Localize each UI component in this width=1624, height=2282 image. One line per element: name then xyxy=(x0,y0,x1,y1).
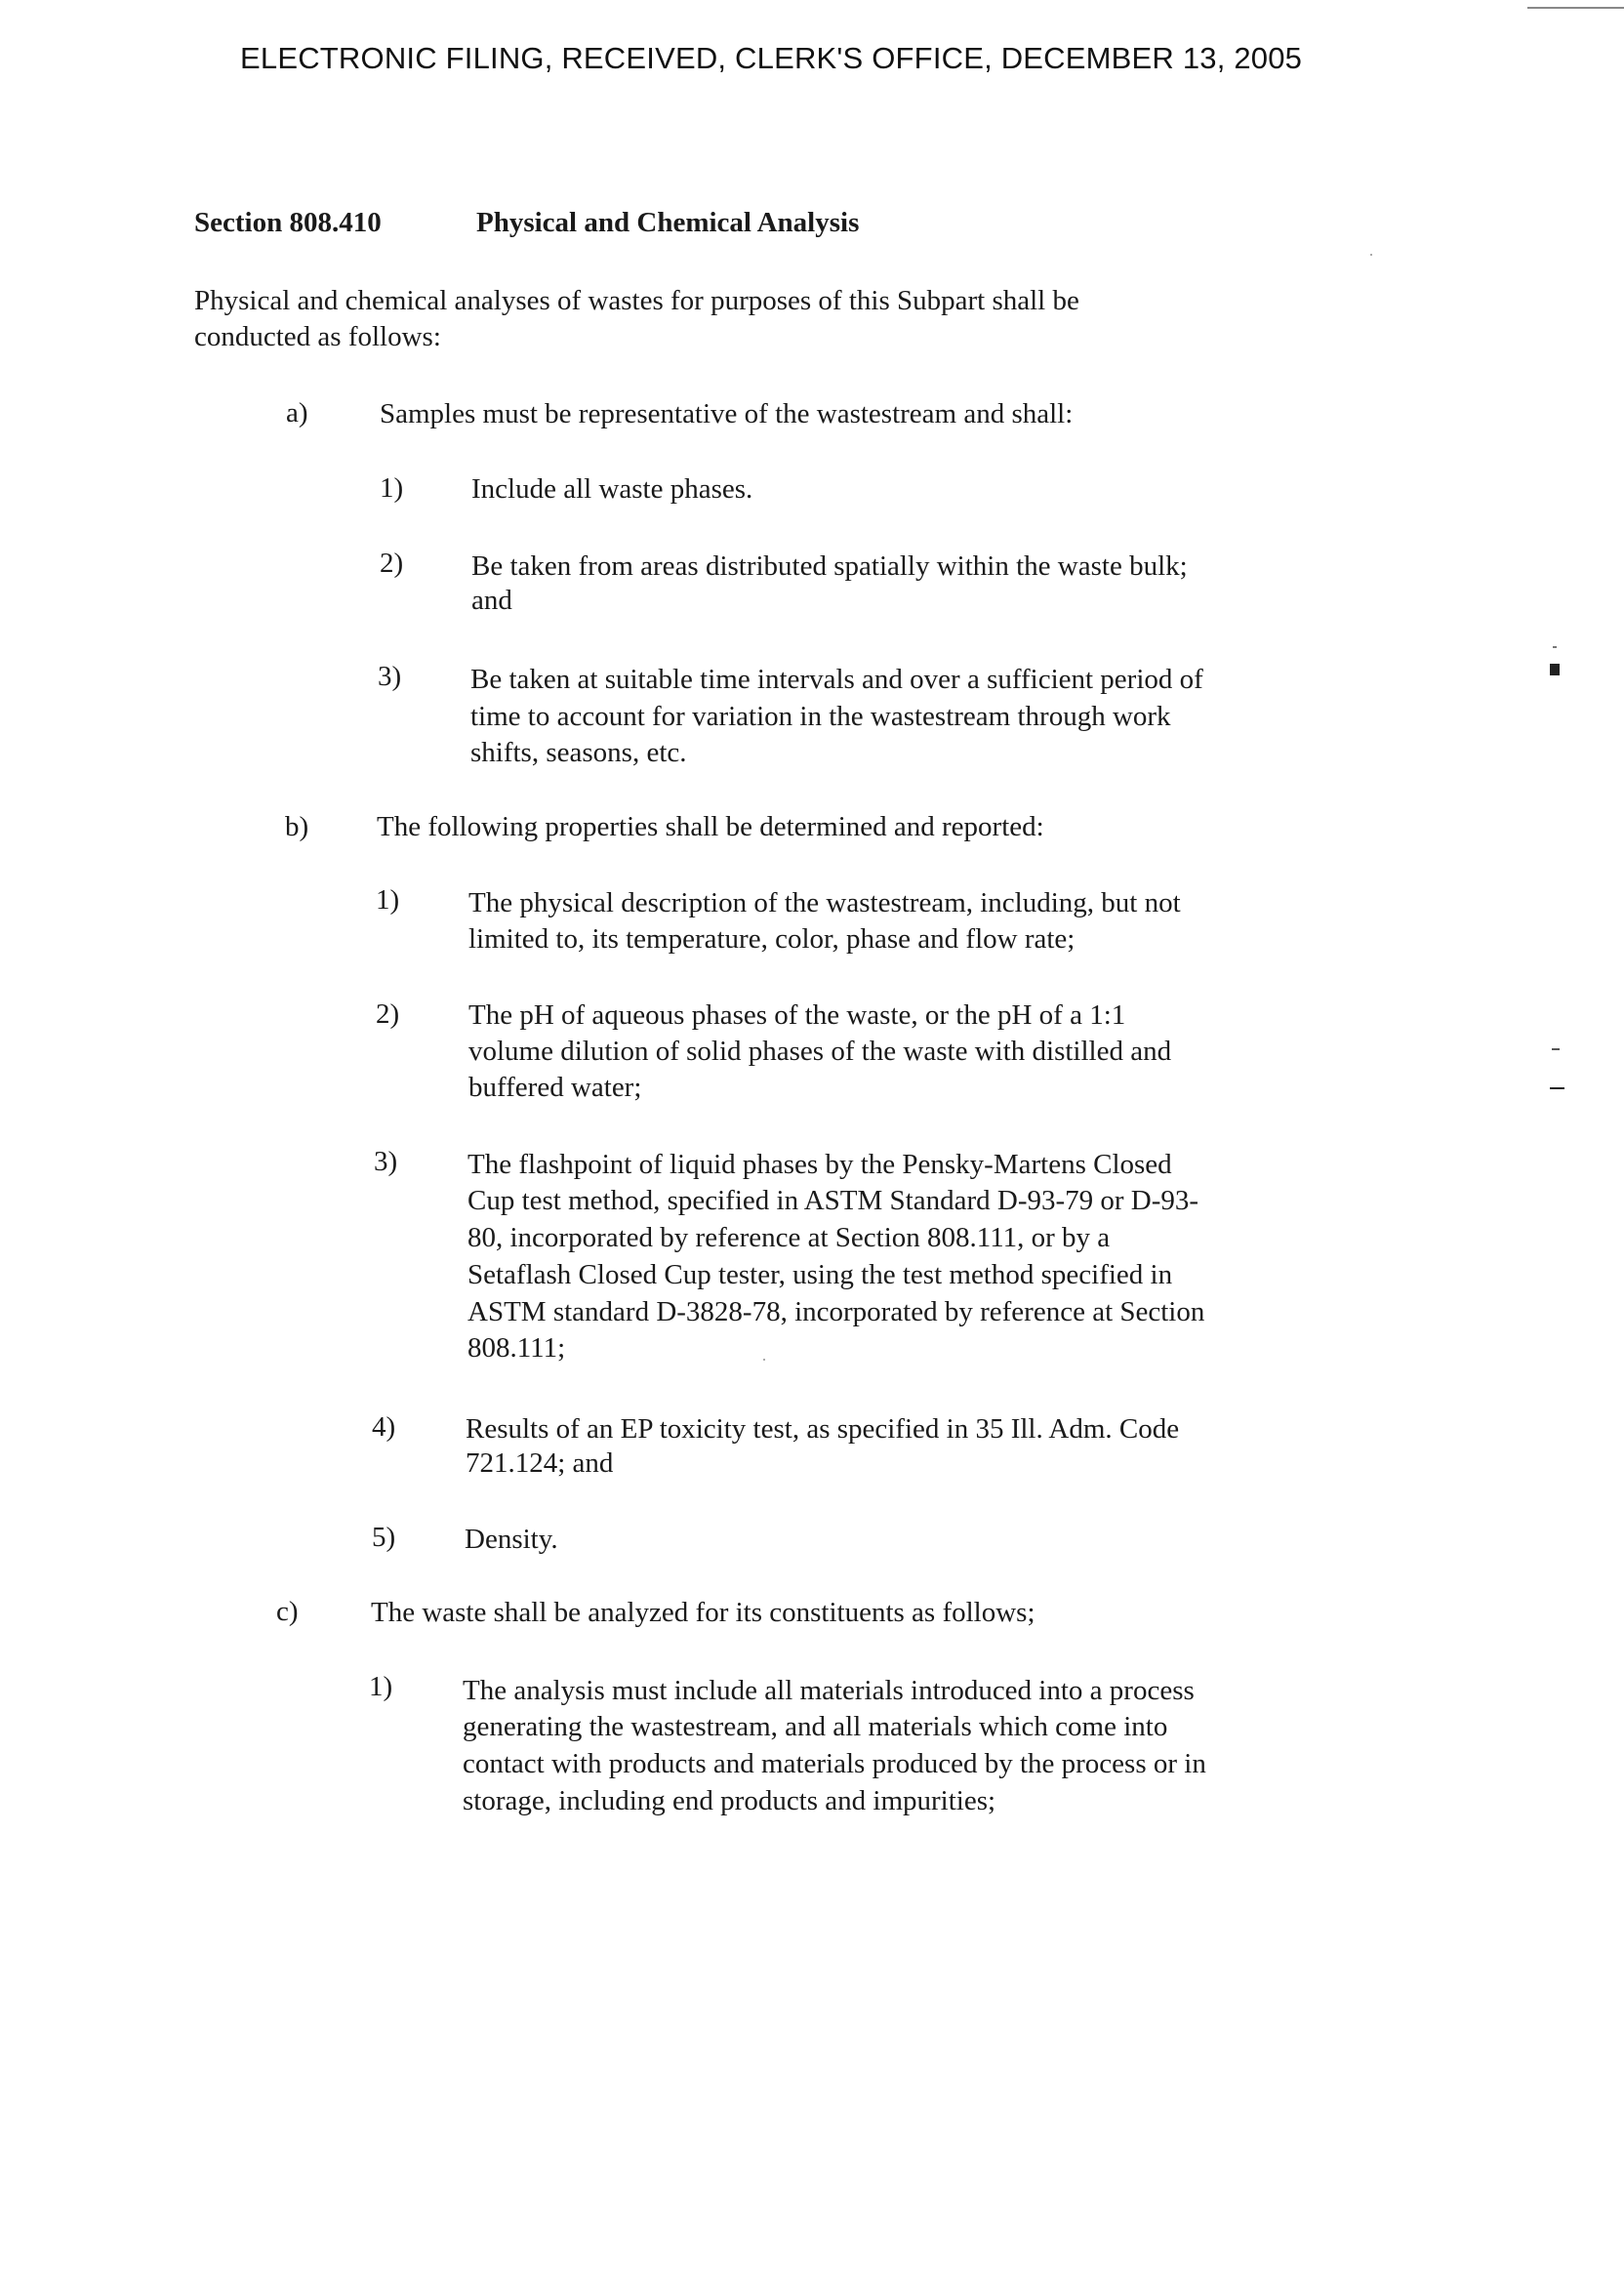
margin-mark xyxy=(1370,254,1372,256)
item-b3-line: Cup test method, specified in ASTM Standard D-93-79 or D-93- xyxy=(467,1185,1199,1216)
item-c-text: The waste shall be analyzed for its constituents as follows; xyxy=(371,1597,1035,1628)
item-b2-line: volume dilution of solid phases of the waste with distilled and xyxy=(468,1036,1172,1067)
item-b1-line: limited to, its temperature, color, phase and flow rate; xyxy=(468,923,1076,955)
item-b2-line: buffered water; xyxy=(468,1072,642,1103)
item-b5-line: Density. xyxy=(465,1524,558,1555)
scan-artifact-line xyxy=(1527,7,1624,9)
item-a3-label: 3) xyxy=(378,661,402,692)
item-a2-label: 2) xyxy=(380,548,404,579)
intro-line: conducted as follows: xyxy=(194,321,441,352)
item-b4-line: Results of an EP toxicity test, as specified in 35 Ill. Adm. Code xyxy=(466,1413,1180,1445)
item-a3-line: shifts, seasons, etc. xyxy=(470,737,687,768)
item-b3-line: 808.111; xyxy=(467,1332,566,1364)
item-b3-label: 3) xyxy=(374,1146,398,1177)
intro-line: Physical and chemical analyses of wastes for purposes of this Subpart shall be xyxy=(194,285,1079,316)
item-b3-line: 80, incorporated by reference at Section 808.111, or by a xyxy=(467,1222,1111,1253)
item-b4-label: 4) xyxy=(372,1411,396,1443)
item-b-text: The following properties shall be determined and reported: xyxy=(377,811,1044,842)
item-b2-line: The pH of aqueous phases of the waste, or the pH of a 1:1 xyxy=(468,999,1126,1031)
margin-mark xyxy=(1553,646,1557,648)
item-a2-line: Be taken from areas distributed spatially within the waste bulk; xyxy=(471,550,1188,582)
item-b1-label: 1) xyxy=(376,884,400,916)
item-b3-line: The flashpoint of liquid phases by the Pensky-Martens Closed xyxy=(467,1149,1172,1180)
item-b1-line: The physical description of the wastestream, including, but not xyxy=(468,887,1181,918)
item-a3-line: Be taken at suitable time intervals and over a sufficient period of xyxy=(470,664,1203,695)
item-a1-label: 1) xyxy=(380,472,404,504)
item-b5-label: 5) xyxy=(372,1522,396,1553)
item-b3-line: ASTM standard D-3828-78, incorporated by reference at Section xyxy=(467,1296,1205,1327)
margin-mark xyxy=(763,1359,765,1361)
item-a-text: Samples must be representative of the wastestream and shall: xyxy=(380,398,1074,429)
filing-stamp: ELECTRONIC FILING, RECEIVED, CLERK'S OFFICE, DECEMBER 13, 2005 xyxy=(240,41,1303,75)
item-a2-line: and xyxy=(471,585,512,616)
item-b3-line: Setaflash Closed Cup tester, using the test method specified in xyxy=(467,1259,1173,1290)
item-c1-line: contact with products and materials produced by the process or in xyxy=(463,1748,1206,1779)
section-title: Physical and Chemical Analysis xyxy=(476,207,860,238)
item-b-label: b) xyxy=(285,811,309,842)
item-c1-line: storage, including end products and impurities; xyxy=(463,1785,996,1816)
item-c1-line: generating the wastestream, and all materials which come into xyxy=(463,1711,1168,1742)
item-b4-line: 721.124; and xyxy=(466,1447,614,1479)
item-c1-label: 1) xyxy=(369,1671,393,1702)
item-a-label: a) xyxy=(286,397,308,428)
section-number: Section 808.410 xyxy=(194,207,382,238)
item-c1-line: The analysis must include all materials introduced into a process xyxy=(463,1675,1195,1706)
margin-mark xyxy=(1550,664,1560,675)
margin-mark xyxy=(1552,1048,1560,1050)
margin-mark xyxy=(1550,1087,1564,1089)
item-c-label: c) xyxy=(276,1596,299,1627)
item-a1-line: Include all waste phases. xyxy=(471,473,753,505)
item-b2-label: 2) xyxy=(376,998,400,1030)
item-a3-line: time to account for variation in the wastestream through work xyxy=(470,701,1171,732)
